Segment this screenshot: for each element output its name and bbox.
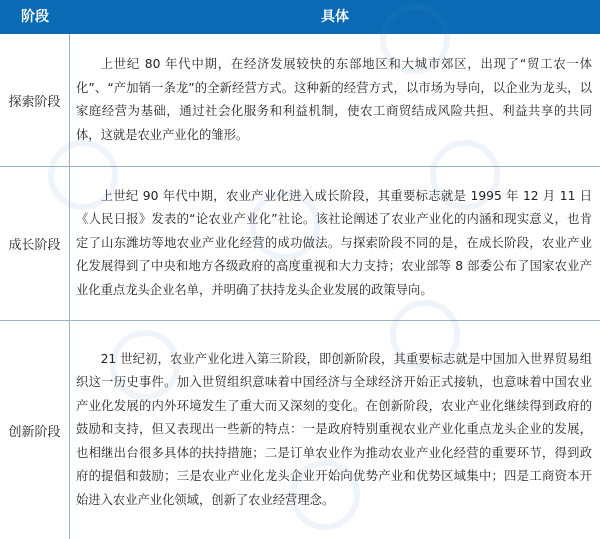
header-detail: 具体	[321, 9, 349, 25]
stage-cell: 成长阶段	[0, 167, 70, 320]
table-row	[0, 321, 600, 539]
table-row	[0, 34, 600, 167]
detail-text: 上世纪 90 年代中期，农业产业化进入成长阶段，其重要标志就是 1995 年 12 月 11 日《人民日报》发表的“论农业产业化”社论。该社论阐述了农业产业化的内涵和现实意义，也肯定了山东潍坊等地农业产业化经营的成功做法。与探索阶段不同的是，在成长阶段，农业产业化发展得到了中央和地方各级政府的高度重视和大力支持；农业部等 8 部委公布了国家农业产业化重点龙头企业名单，并明确了扶持龙头企业发展的政策导向。	[76, 188, 592, 297]
detail-cell	[76, 321, 592, 539]
detail-text: 21 世纪初，农业产业化进入第三阶段，即创新阶段，其重要标志就是中国加入世界贸易组织这一历史事件。加入世贸组织意味着中国经济与全球经济开始正式接轨，也意味着中国农业产业化发展的内外环境发生了重大而又深刻的变化。在创新阶段，农业产业化继续得到政府的鼓励和支持，但又表现出一些新的特点：一是政府特别重视农业产业化重点龙头企业的发展，也相继出台很多具体的扶持措施；二是订单农业作为推动农业产业化经营的重要环节，得到政府的提倡和鼓励；三是农业产业化龙头企业开始向优势产业和优势区域集中；四是工商资本开始进入农业产业化领域，创新了农业经营理念。	[76, 351, 592, 507]
table-row	[0, 167, 600, 321]
stage-cell: 创新阶段	[0, 321, 70, 539]
detail-text: 上世纪 80 年代中期，在经济发展较快的东部地区和大城市郊区，出现了“贸工农一体化”、“产加销一条龙”的全新经营方式。这种新的经营方式，以市场为导向，以企业为龙头，以家庭经营为基础，通过社会化服务和利益机制，使农工商贸结成风险共担、利益共享的共同体，这就是农业产业化的雏形。	[76, 57, 592, 142]
stage-cell: 探索阶段	[0, 34, 70, 166]
table-header	[0, 0, 600, 34]
detail-cell	[76, 167, 592, 320]
detail-cell	[76, 34, 592, 166]
header-stage: 阶段	[21, 9, 49, 25]
